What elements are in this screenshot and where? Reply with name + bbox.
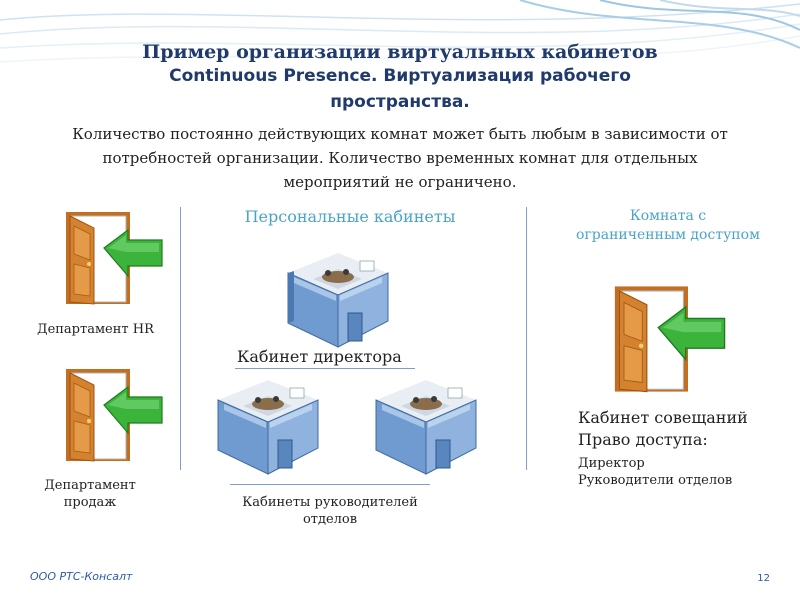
footer-company: ООО РТС-Консалт (30, 570, 133, 583)
dept-sales-label (40, 477, 140, 511)
description-line-1: Количество постоянно действующих комнат может быть любым в зависимости от (72, 125, 728, 143)
dept-sales-label-line-1: Департамент (44, 478, 136, 493)
meeting-room-label: Кабинет совещаний (578, 408, 748, 427)
restricted-room-heading (548, 207, 788, 245)
slide-description (20, 122, 780, 194)
left-divider (180, 207, 181, 470)
door-with-arrow-icon (608, 280, 728, 398)
door-with-arrow-icon (60, 365, 165, 465)
heads-offices-label-line-1: Кабинеты руководителей (242, 495, 418, 510)
access-director: Директор (578, 456, 645, 471)
heads-offices-label (230, 494, 430, 528)
meeting-room-block (578, 407, 748, 451)
personal-offices-heading: Персональные кабинеты (244, 207, 456, 226)
heads-offices-label-line-2: отделов (302, 512, 358, 527)
slide-title-line-3: пространства. (330, 92, 470, 112)
dept-sales-label-line-2: продаж (63, 495, 117, 510)
slide-title-line-1: Пример организации виртуальных кабинетов (142, 41, 658, 63)
access-rights-label: Право доступа: (578, 430, 708, 449)
center-underline-bottom (230, 484, 430, 485)
description-line-3: мероприятий не ограничено. (283, 173, 517, 191)
restricted-room-heading-line-2: ограниченным доступом (576, 227, 760, 243)
dept-hr-label: Департамент HR (37, 322, 154, 337)
door-with-arrow-icon (60, 208, 165, 308)
office-room-icon (208, 370, 326, 478)
description-line-2: потребностей организации. Количество временных комнат для отдельных (102, 149, 698, 167)
office-room-icon (278, 243, 396, 351)
access-list (578, 455, 732, 489)
center-underline-top (235, 368, 415, 369)
director-office-label: Кабинет директора (237, 347, 402, 366)
right-divider (526, 207, 527, 470)
office-room-icon (366, 370, 484, 478)
restricted-room-heading-line-1: Комната с (629, 208, 707, 224)
access-heads: Руководители отделов (578, 473, 733, 488)
slide-title-line-2: Continuous Presence. Виртуализация рабочего (169, 66, 631, 86)
page-number: 12 (757, 573, 770, 584)
